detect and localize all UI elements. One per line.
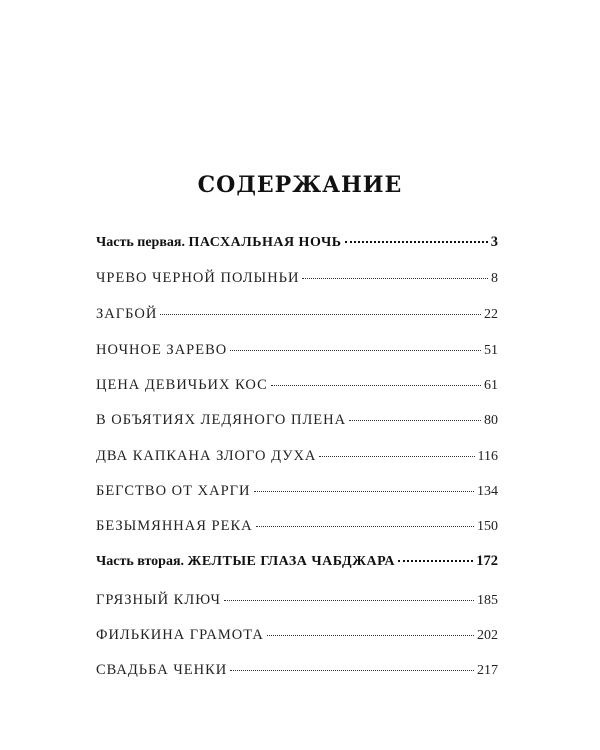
toc-entry	[96, 270, 498, 292]
part-title: ЖЕЛТЫЕ ГЛАЗА ЧАБДЖАРА	[187, 554, 395, 569]
dot-leader	[256, 526, 474, 527]
chapter-title: ЦЕНА ДЕВИЧЬИХ КОС	[96, 377, 268, 393]
dot-leader	[271, 385, 481, 386]
dot-leader	[230, 670, 474, 671]
page-number: 3	[490, 234, 498, 250]
chapter-title: НОЧНОЕ ЗАРЕВО	[96, 342, 228, 358]
part-title: ПАСХАЛЬНАЯ НОЧЬ	[188, 235, 342, 250]
page-number: 172	[476, 553, 498, 569]
dot-leader	[230, 350, 481, 351]
chapter-title: ЧРЕВО ЧЕРНОЙ ПОЛЫНЬИ	[96, 270, 300, 286]
page-number: 51	[484, 343, 498, 358]
toc-entry	[96, 342, 498, 364]
dot-leader	[345, 241, 488, 243]
dot-leader	[267, 635, 474, 636]
toc-entry	[96, 412, 498, 434]
dot-leader	[349, 420, 481, 421]
chapter-title: БЕЗЫМЯННАЯ РЕКА	[96, 518, 253, 534]
chapter-title: ФИЛЬКИНА ГРАМОТА	[96, 627, 264, 643]
chapter-title: ЗАГБОЙ	[96, 306, 158, 322]
page-number: 202	[477, 628, 498, 643]
toc-entry	[96, 627, 498, 649]
toc-part-2	[96, 553, 498, 575]
chapter-title: БЕГСТВО ОТ ХАРГИ	[96, 483, 251, 499]
dot-leader	[160, 314, 481, 315]
chapter-title: ДВА КАПКАНА ЗЛОГО ДУХА	[96, 448, 317, 464]
page-number: 150	[477, 519, 498, 534]
part-label	[96, 235, 342, 251]
page-number: 185	[477, 593, 498, 608]
chapter-title: В ОБЪЯТИЯХ ЛЕДЯНОГО ПЛЕНА	[96, 412, 347, 428]
part-label	[96, 554, 395, 570]
dot-leader	[302, 278, 488, 279]
toc-entry	[96, 483, 498, 505]
page-number: 22	[484, 307, 498, 322]
dot-leader	[319, 456, 474, 457]
chapter-title: СВАДЬБА ЧЕНКИ	[96, 662, 228, 678]
dot-leader	[254, 491, 475, 492]
page-number: 134	[477, 484, 498, 499]
page-number: 80	[484, 413, 498, 428]
toc-entry	[96, 306, 498, 328]
chapter-title: ГРЯЗНЫЙ КЛЮЧ	[96, 592, 221, 608]
toc-entry	[96, 518, 498, 540]
toc-part-1	[96, 234, 498, 256]
toc-entry	[96, 662, 498, 684]
toc-entry	[96, 448, 498, 470]
dot-leader	[398, 560, 473, 562]
part-prefix: Часть вторая.	[96, 554, 185, 569]
toc-entry	[96, 377, 498, 399]
page-title: СОДЕРЖАНИЕ	[197, 172, 403, 198]
toc-entry	[96, 592, 498, 614]
page-number: 217	[477, 663, 498, 678]
page-number: 116	[477, 449, 498, 464]
page-number: 61	[484, 378, 498, 393]
dot-leader	[224, 600, 474, 601]
page-number: 8	[491, 271, 498, 286]
part-prefix: Часть первая.	[96, 235, 185, 250]
